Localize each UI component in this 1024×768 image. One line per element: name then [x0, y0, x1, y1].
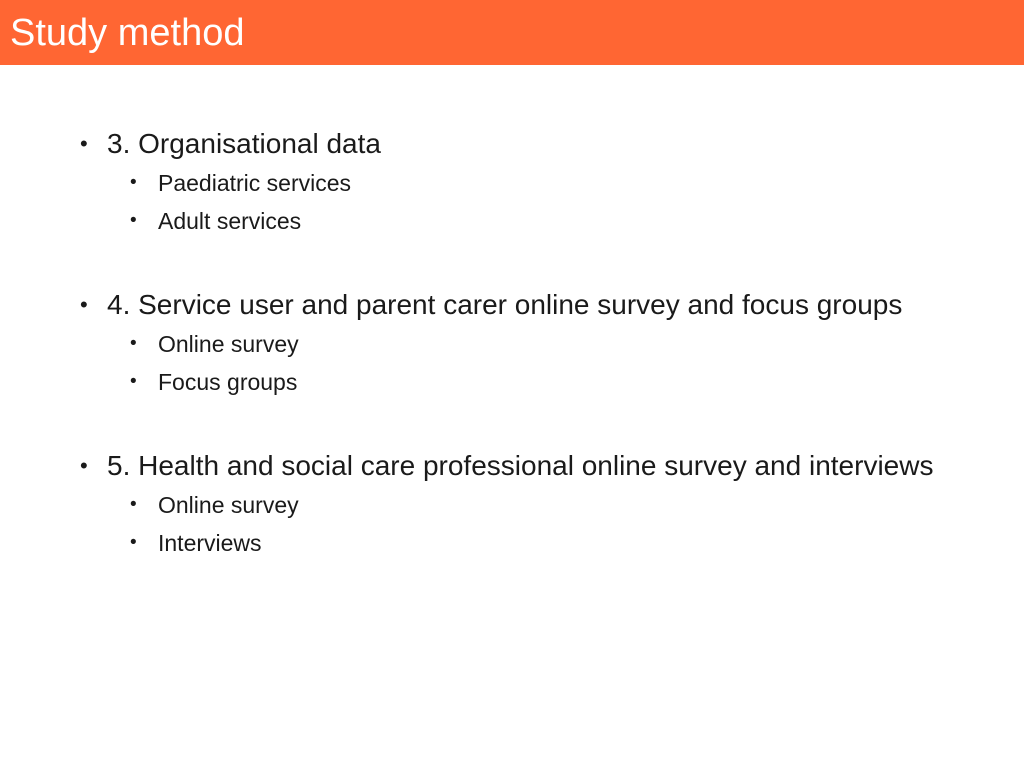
- bullet-icon: •: [130, 494, 137, 515]
- bullet-text: Adult services: [158, 208, 302, 234]
- bullet-icon: •: [80, 292, 88, 317]
- section-organisational-data: [80, 125, 940, 240]
- bullet-item-level2: [80, 164, 940, 202]
- bullet-text: 3. Organisational data: [107, 128, 381, 159]
- bullet-icon: •: [80, 453, 88, 478]
- bullet-text: 5. Health and social care professional online survey and interviews: [107, 450, 934, 481]
- bullet-item-level1: [80, 286, 940, 323]
- title-bar: [0, 0, 1024, 65]
- bullet-text: Focus groups: [158, 369, 298, 395]
- bullet-icon: •: [80, 131, 88, 156]
- bullet-item-level1: [80, 125, 940, 162]
- bullet-item-level2: [80, 524, 940, 562]
- bullet-text: 4. Service user and parent carer online survey and focus groups: [107, 289, 903, 320]
- bullet-item-level2: [80, 202, 940, 240]
- slide-title: Study method: [10, 12, 245, 54]
- bullet-item-level2: [80, 486, 940, 524]
- section-service-user-survey: [80, 286, 940, 401]
- bullet-icon: •: [130, 210, 137, 231]
- bullet-text: Online survey: [158, 331, 299, 357]
- bullet-text: Online survey: [158, 492, 299, 518]
- bullet-icon: •: [130, 532, 137, 553]
- bullet-item-level1: [80, 447, 940, 484]
- sub-bullet-list: [80, 486, 940, 562]
- section-professional-survey: [80, 447, 940, 562]
- bullet-icon: •: [130, 371, 137, 392]
- sub-bullet-list: [80, 325, 940, 401]
- sub-bullet-list: [80, 164, 940, 240]
- bullet-content: [80, 125, 940, 562]
- bullet-item-level2: [80, 363, 940, 401]
- bullet-text: Paediatric services: [158, 170, 352, 196]
- bullet-icon: •: [130, 333, 137, 354]
- bullet-icon: •: [130, 172, 137, 193]
- bullet-item-level2: [80, 325, 940, 363]
- bullet-text: Interviews: [158, 530, 262, 556]
